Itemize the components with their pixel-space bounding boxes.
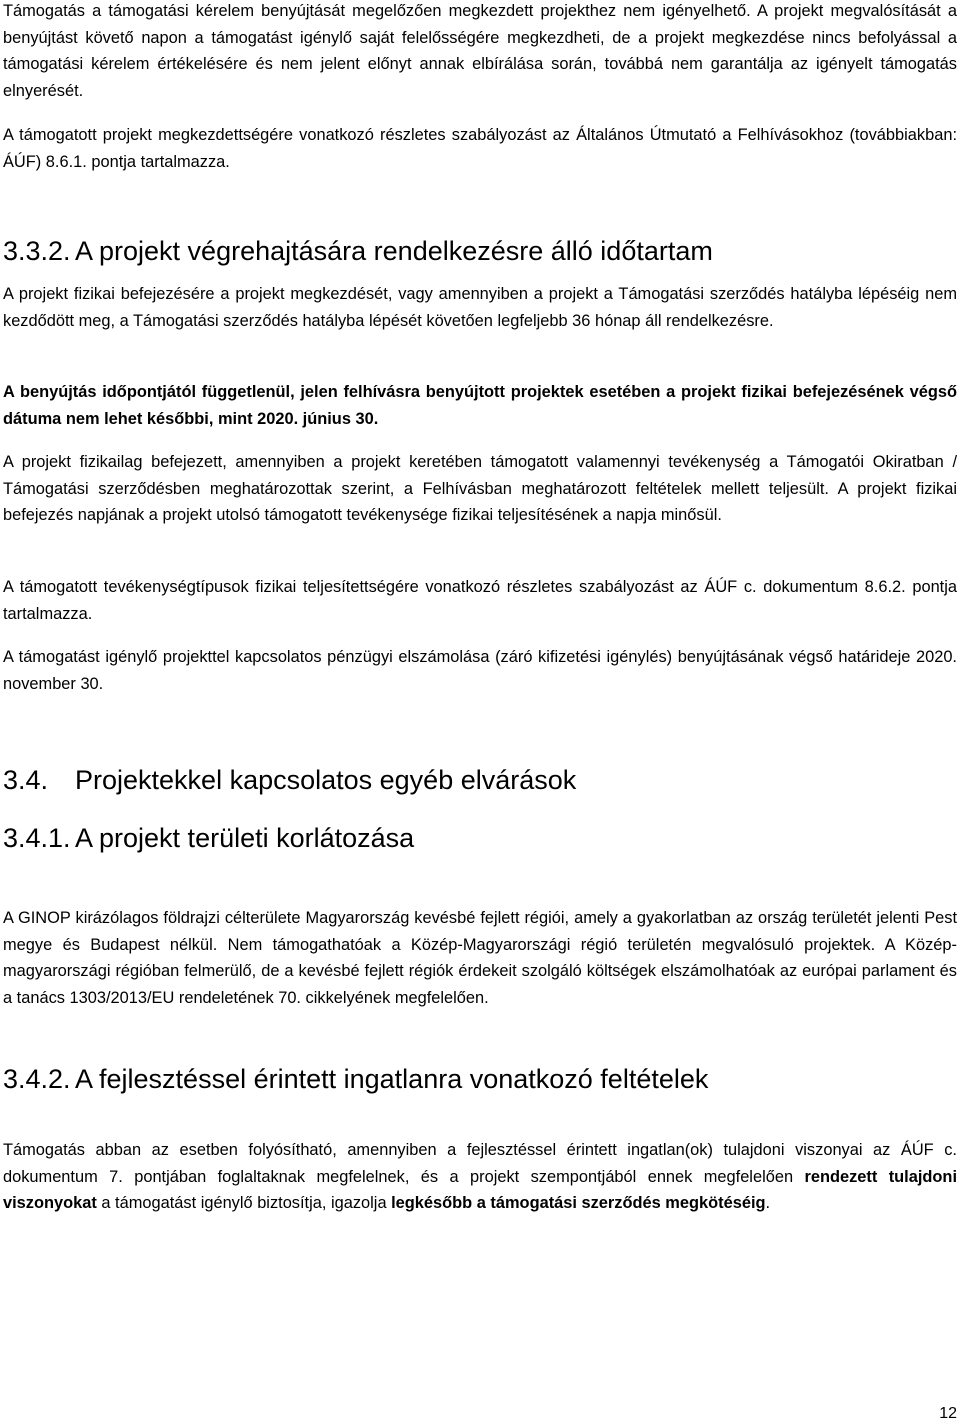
paragraph-start-rules: A támogatott projekt megkezdettségére vonatkozó részletes szabályozást az Általános Útmutató a Felhívásokhoz (továbbiakban: ÁÚF) 8.6.1. pontja tartalmazza. <box>3 126 957 171</box>
heading-text: A projekt területi korlátozása <box>75 823 415 853</box>
text-run: Támogatás abban az esetben folyósítható, amennyiben a fejlesztéssel érintett ingatlan(ok) tulajdoni viszonyai az ÁÚF c. dokumentum 7. pontjában foglaltaknak megfelelnek, és a projekt szempontjából ennek megfelelően <box>3 1141 957 1186</box>
paragraph-territorial-restriction: A GINOP kirázólagos földrajzi célterülete Magyarország kevésbé fejlett régiói, amely a gyakorlatban az ország területét jelenti Pest megye és Budapest nélkül. Nem támogathatóak a Közép-Magyarországi régió területén megvalósuló projektek. A Közép-magyarországi régióban felmerülő, de a kevésbé fejlett régiók érdekeit szolgáló költségek elszámolhatóak az európai parlament és a tanács 1303/2013/EU rendeletének 70. cikkelyének megfelelően. <box>3 909 957 1007</box>
bold-run-deadline: legkésőbb a támogatási szerződés megkötéséig <box>391 1194 766 1212</box>
document-page <box>3 0 957 1428</box>
heading-number: 3.4.2. <box>3 1064 71 1094</box>
paragraph-support-before-start: Támogatás a támogatási kérelem benyújtását megelőzően megkezdett projekthez nem igényelhető. A projekt megvalósítását a benyújtást követő napon a támogatást igénylő saját felelősségére megkezdheti, de a projekt megkezdése nincs befolyással a támogatási kérelem értékelésére és nem jelent előnyt annak elbírálása során, továbbá nem garantálja az igényelt támogatás elnyerését. <box>3 2 957 100</box>
heading-number: 3.3.2. <box>3 236 71 266</box>
paragraph-activity-rules: A támogatott tevékenységtípusok fizikai teljesítettségére vonatkozó részletes szabályozást az ÁÚF c. dokumentum 8.6.2. pontja tartalmazza. <box>3 578 957 623</box>
heading-text: A fejlesztéssel érintett ingatlanra vonatkozó feltételek <box>75 1064 709 1094</box>
heading-3-4-1 <box>3 821 414 855</box>
paragraph-duration: A projekt fizikai befejezésére a projekt megkezdését, vagy amennyiben a projekt a Támogatási szerződés hatályba lépéséig nem kezdődött meg, a Támogatási szerződés hatályba lépését követően legfeljebb 36 hónap áll rendelkezésre. <box>3 285 957 330</box>
paragraph-physical-completion: A projekt fizikailag befejezett, amennyiben a projekt keretében támogatott valamennyi tevékenység a Támogatói Okiratban / Támogatási szerződésben meghatározottak szerint, a Felhívásban meghatározott feltételek mellett teljesült. A projekt fizikai befejezés napjának a projekt utolsó támogatott tevékenysége fizikai teljesítésének a napja minősül. <box>3 453 957 524</box>
paragraph-financial-deadline: A támogatást igénylő projekttel kapcsolatos pénzügyi elszámolása (záró kifizetési igénylés) benyújtásának végső határideje 2020. november 30. <box>3 648 957 693</box>
bold-run-ownership: rendezett tulajdoni viszonyokat <box>3 1167 957 1212</box>
text-run: . <box>765 1194 771 1212</box>
paragraph-deadline-bold: A benyújtás időpontjától függetlenül, jelen felhívásra benyújtott projektek esetében a projekt fizikai befejezésének végső dátuma nem lehet későbbi, mint 2020. június 30. <box>3 383 957 428</box>
heading-3-4-2 <box>3 1062 708 1096</box>
page-number: 12 <box>939 1405 957 1422</box>
heading-text: A projekt végrehajtására rendelkezésre álló időtartam <box>75 236 713 266</box>
heading-number: 3.4. <box>3 765 49 795</box>
heading-number: 3.4.1. <box>3 823 71 853</box>
text-run: a támogatást igénylő biztosítja, igazolja <box>96 1194 392 1212</box>
paragraph-property-conditions <box>3 1137 957 1217</box>
heading-text: Projektekkel kapcsolatos egyéb elvárások <box>75 765 577 795</box>
heading-3-3-2 <box>3 234 713 268</box>
heading-3-4 <box>3 763 576 797</box>
